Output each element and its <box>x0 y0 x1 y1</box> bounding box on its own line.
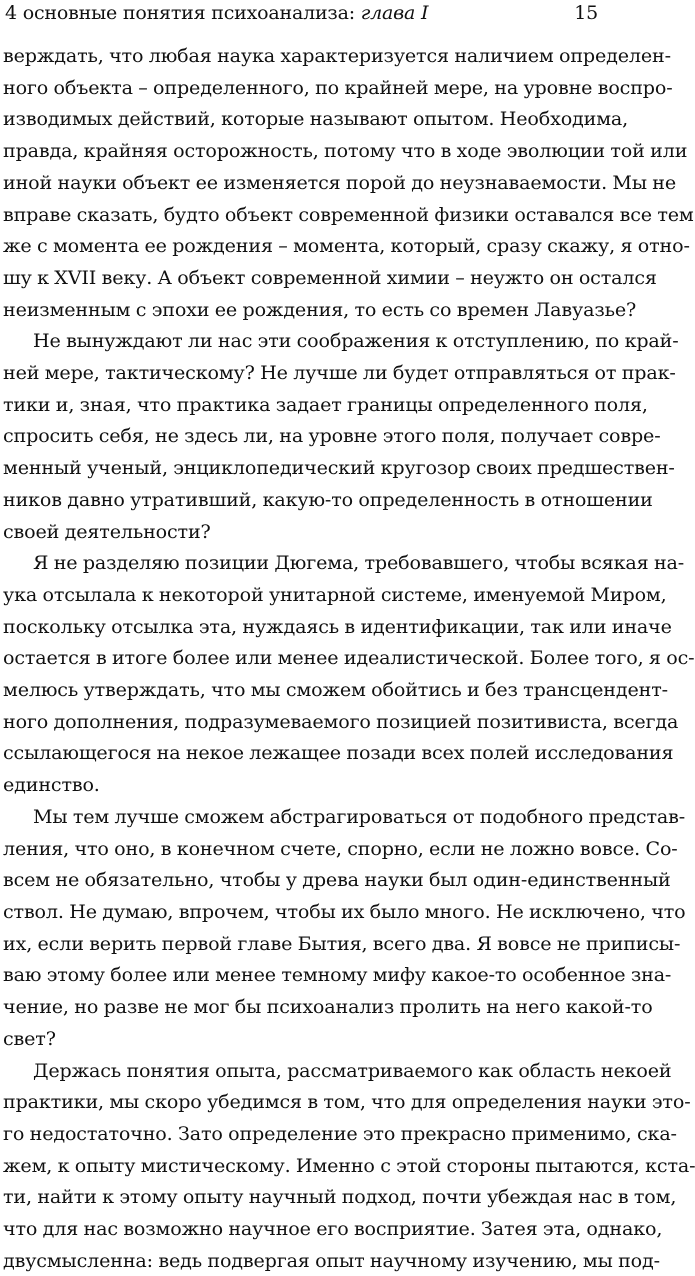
text-line: своей деятельности? <box>3 516 608 548</box>
text-line: ваю этому более или менее темному мифу какое-то особенное зна- <box>3 959 608 991</box>
text-line: вправе сказать, будто объект современной физики оставался все тем <box>3 199 608 231</box>
text-line: ного дополнения, подразумеваемого позицией позитивиста, всегда <box>3 706 608 738</box>
text-line: ников давно утративший, какую-то определенность в отношении <box>3 484 608 516</box>
text-line: их, если верить первой главе Бытия, всего два. Я вовсе не приписы- <box>3 928 608 960</box>
text-line: Мы тем лучше сможем абстрагироваться от подобного представ- <box>3 801 608 833</box>
text-line: мелюсь утверждать, что мы сможем обойтись и без трансцендент- <box>3 674 608 706</box>
text-line: верждать, что любая наука характеризуется наличием определен- <box>3 40 608 72</box>
text-line: единство. <box>3 769 608 801</box>
paragraph <box>3 40 608 325</box>
text-line: жем, к опыту мистическому. Именно с этой стороны пытаются, кста- <box>3 1150 608 1182</box>
text-line: ней мере, тактическому? Не лучше ли будет отправляться от прак- <box>3 357 608 389</box>
paragraph <box>3 1055 608 1276</box>
text-line: тики и, зная, что практика задает границы определенного поля, <box>3 389 608 421</box>
text-line: что для нас возможно научное его восприятие. Затея эта, однако, <box>3 1213 608 1245</box>
text-line: шу к XVII веку. А объект современной химии – неужто он остался <box>3 262 608 294</box>
running-head-chapter: глава I <box>361 2 429 24</box>
text-line: ука отсылала к некоторой унитарной системе, именуемой Миром, <box>3 579 608 611</box>
paragraph <box>3 325 608 547</box>
text-line: спросить себя, не здесь ли, на уровне этого поля, получает совре- <box>3 420 608 452</box>
text-line: свет? <box>3 1023 608 1055</box>
text-line: поскольку отсылка эта, нуждаясь в идентификации, так или иначе <box>3 611 608 643</box>
text-line: ствол. Не думаю, впрочем, чтобы их было много. Не исключено, что <box>3 896 608 928</box>
text-line: неизменным с эпохи ее рождения, то есть со времен Лавуазье? <box>3 294 608 326</box>
page-number: 15 <box>574 0 598 26</box>
text-line: чение, но разве не мог бы психоанализ пролить на него какой-то <box>3 991 608 1023</box>
text-line: ти, найти к этому опыту научный подход, почти убеждая нас в том, <box>3 1181 608 1213</box>
paragraph <box>3 547 608 801</box>
running-head <box>3 0 608 40</box>
text-line: изводимых действий, которые называют опытом. Необходима, <box>3 103 608 135</box>
text-line: Не вынуждают ли нас эти соображения к отступлению, по край- <box>3 325 608 357</box>
text-line: Я не разделяю позиции Дюгема, требовавшего, чтобы всякая на- <box>3 547 608 579</box>
text-line: менный ученый, энциклопедический кругозор своих предшествен- <box>3 452 608 484</box>
text-line: го недостаточно. Зато определение это прекрасно применимо, ска- <box>3 1118 608 1150</box>
body-text <box>3 40 608 1276</box>
text-line: всем не обязательно, чтобы у древа науки был один-единственный <box>3 864 608 896</box>
text-line: иной науки объект ее изменяется порой до неузнаваемости. Мы не <box>3 167 608 199</box>
text-line: ного объекта – определенного, по крайней мере, на уровне воспро- <box>3 72 608 104</box>
text-line: Держась понятия опыта, рассматриваемого как область некоей <box>3 1055 608 1087</box>
running-head-title <box>5 0 428 26</box>
paragraph <box>3 801 608 1055</box>
text-line: ления, что оно, в конечном счете, спорно, если не ложно вовсе. Со- <box>3 833 608 865</box>
text-line: ссылающегося на некое лежащее позади всех полей исследования <box>3 737 608 769</box>
text-line: практики, мы скоро убедимся в том, что для определения науки это- <box>3 1086 608 1118</box>
text-line: двусмысленна: ведь подвергая опыт научному изучению, мы под- <box>3 1245 608 1276</box>
text-line: же с момента ее рождения – момента, который, сразу скажу, я отно- <box>3 230 608 262</box>
text-line: остается в итоге более или менее идеалистической. Более того, я ос- <box>3 642 608 674</box>
text-line: правда, крайняя осторожность, потому что в ходе эволюции той или <box>3 135 608 167</box>
running-head-title-plain: 4 основные понятия психоанализа: <box>5 2 361 24</box>
